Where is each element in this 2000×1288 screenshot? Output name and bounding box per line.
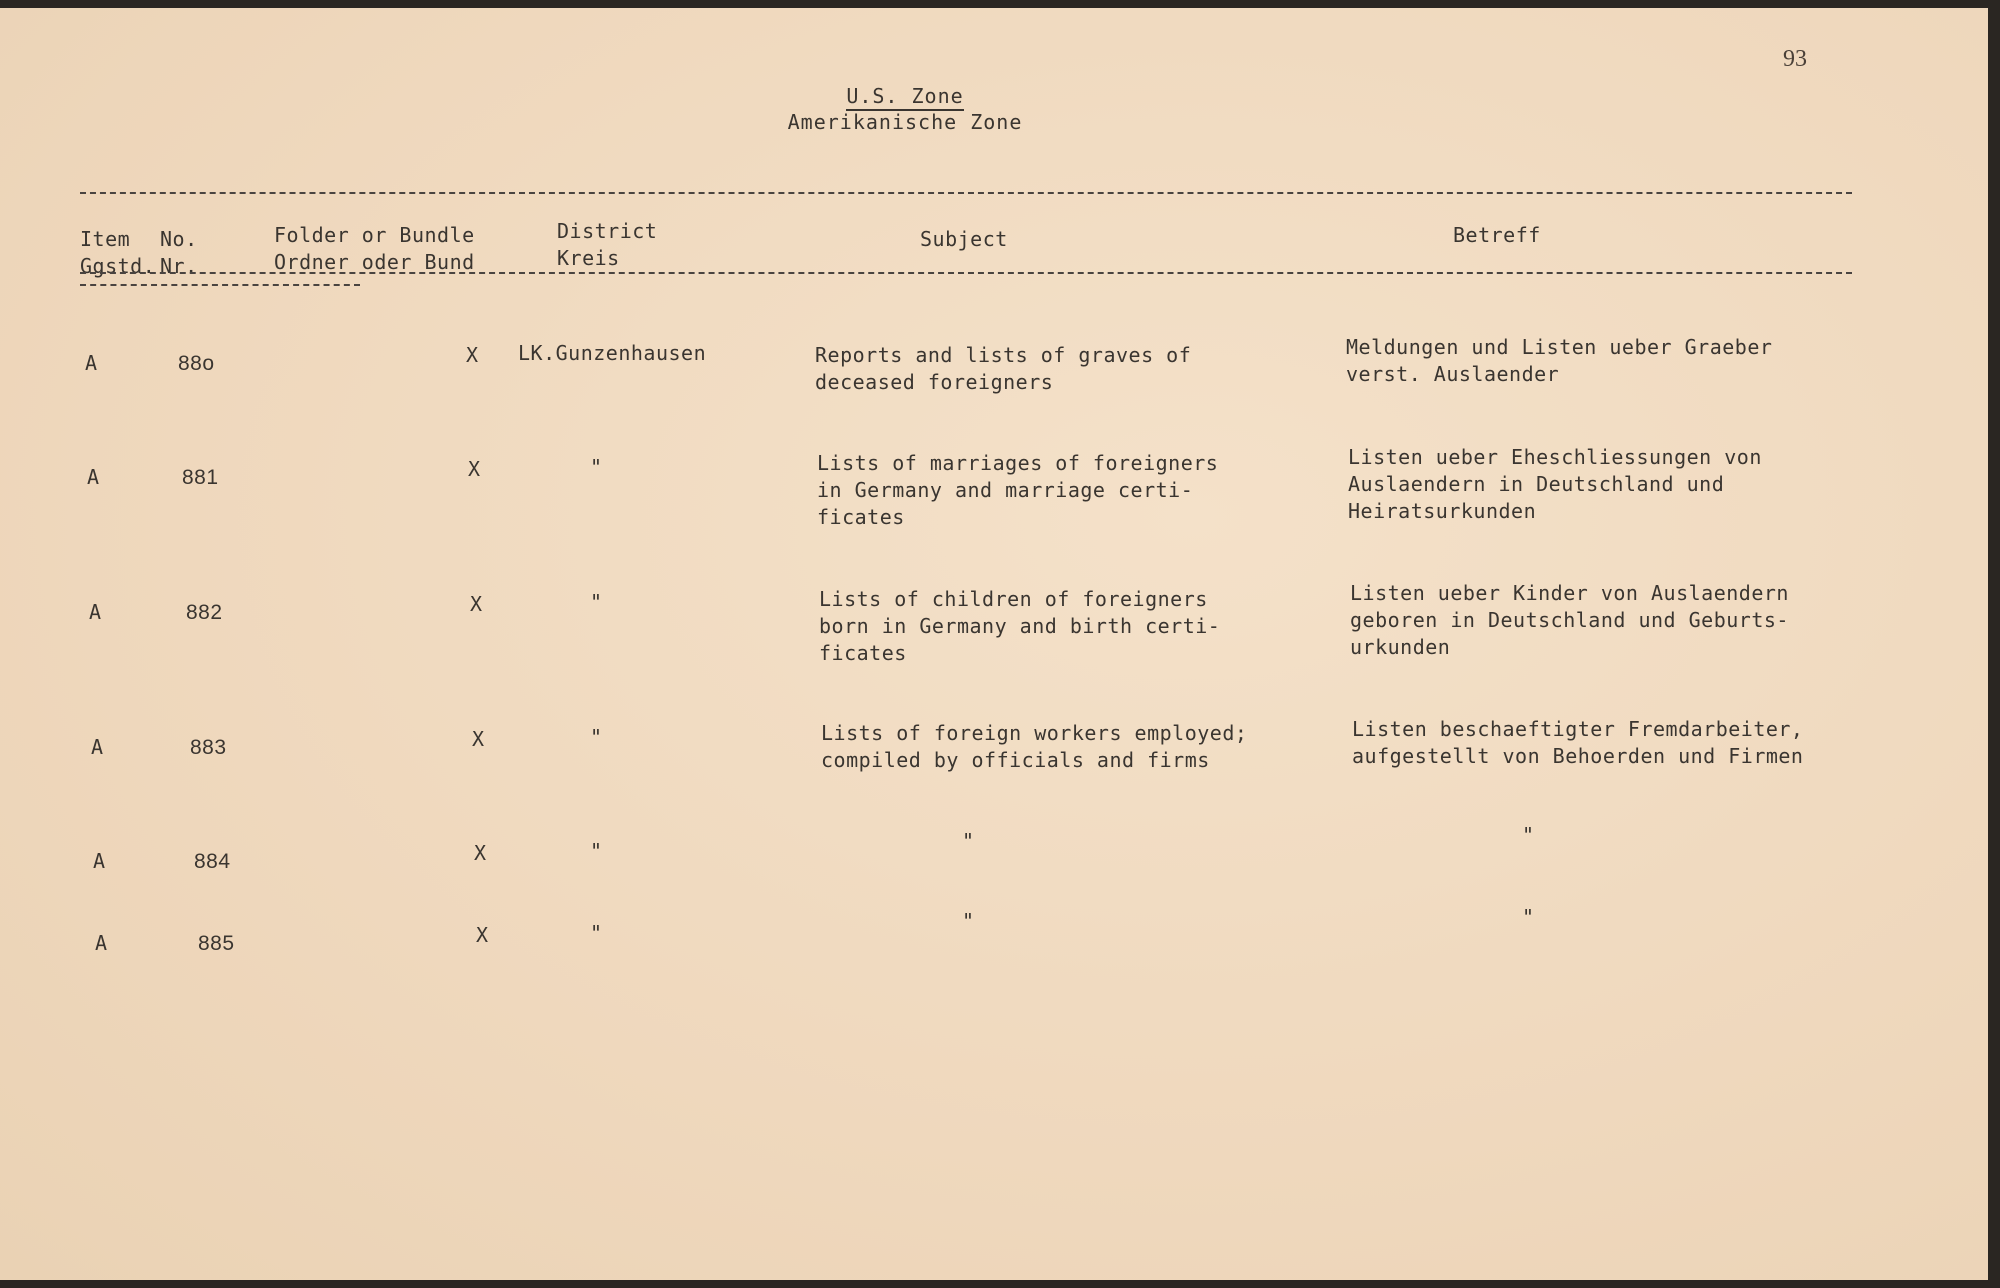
row-2-subject: Lists of children of foreigners born in Germany and birth certi- ficates <box>819 587 1221 665</box>
col-district: District Kreis <box>557 219 658 270</box>
row-2-betreff: Listen ueber Kinder von Auslaendern geboren in Deutschland und Geburts- urkunden <box>1350 581 1789 659</box>
row-3-item: A <box>91 735 104 759</box>
row-3-betreff: Listen beschaeftigter Fremdarbeiter, aufgestellt von Behoerden und Firmen <box>1352 717 1804 768</box>
row-4-subject: " <box>962 829 975 853</box>
row-1-subject: Lists of marriages of foreigners in Germany and marriage certi- ficates <box>817 451 1219 529</box>
row-5-betreff: " <box>1522 905 1535 929</box>
row-1-betreff: Listen ueber Eheschliessungen von Auslaendern in Deutschland und Heiratsurkunden <box>1348 445 1762 523</box>
col-item: Item Ggstd. <box>80 227 156 278</box>
row-5-district: " <box>590 921 603 945</box>
row-0-betreff: Meldungen und Listen ueber Graeber verst. Auslaender <box>1346 335 1773 386</box>
col-betreff: Betreff <box>1453 223 1541 247</box>
row-5-folder: X <box>476 923 489 947</box>
col-subject: Subject <box>920 227 1008 251</box>
mid-rule <box>80 272 1852 274</box>
row-0-folder: X <box>466 343 479 367</box>
row-4-no: 884 <box>194 850 231 873</box>
row-4-betreff: " <box>1522 823 1535 847</box>
top-rule <box>80 192 1852 194</box>
row-2-district: " <box>590 590 603 614</box>
row-2-item: A <box>89 600 102 624</box>
row-5-no: 885 <box>198 932 235 955</box>
row-0-no: 88o <box>178 352 215 375</box>
row-0-district: LK.Gunzenhausen <box>518 341 707 365</box>
row-5-subject: " <box>962 909 975 933</box>
zone-title: U.S. Zone <box>0 84 1810 108</box>
document-page <box>0 8 1988 1280</box>
page-number: 93 <box>1783 46 1807 72</box>
row-3-folder: X <box>472 727 485 751</box>
row-0-item: A <box>85 351 98 375</box>
row-4-item: A <box>93 849 106 873</box>
row-1-no: 881 <box>182 466 219 489</box>
row-3-subject: Lists of foreign workers employed; compiled by officials and firms <box>821 721 1248 772</box>
row-2-no: 882 <box>186 601 223 624</box>
row-1-item: A <box>87 465 100 489</box>
row-1-folder: X <box>468 457 481 481</box>
zone-subtitle: Amerikanische Zone <box>787 110 1023 134</box>
row-3-no: 883 <box>190 736 227 759</box>
row-3-district: " <box>590 725 603 749</box>
row-0-subject: Reports and lists of graves of deceased foreigners <box>815 343 1192 394</box>
col-folder: Folder or Bundle Ordner oder Bund <box>274 223 475 274</box>
row-5-item: A <box>95 931 108 955</box>
row-2-folder: X <box>470 592 483 616</box>
row-4-folder: X <box>474 841 487 865</box>
row-1-district: " <box>590 455 603 479</box>
col-no: No. Nr. <box>160 227 198 278</box>
mid-rule-short <box>80 284 360 286</box>
row-4-district: " <box>590 839 603 863</box>
